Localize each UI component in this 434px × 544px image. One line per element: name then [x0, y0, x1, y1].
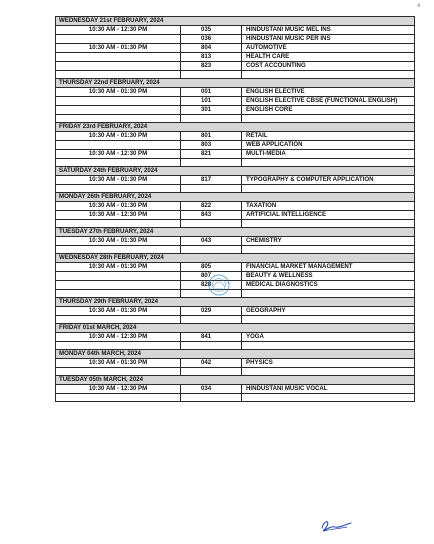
- exam-date: THURSDAY 22nd FEBRUARY, 2024: [56, 79, 415, 88]
- table-row: [56, 97, 415, 106]
- subject-code: 822: [181, 202, 242, 211]
- exam-time: 10:30 AM - 01:30 PM: [56, 202, 181, 211]
- spacer-row: [56, 115, 415, 123]
- exam-time: 10:30 AM - 01:30 PM: [56, 176, 181, 185]
- subject-code: 043: [181, 237, 242, 246]
- empty-cell: [242, 220, 415, 228]
- subject-name: YOGA: [242, 333, 415, 342]
- subject-name: HEALTH CARE: [242, 53, 415, 62]
- spacer-row: [56, 290, 415, 298]
- exam-schedule-table: [55, 16, 415, 402]
- exam-date: MONDAY 04th MARCH, 2024: [56, 350, 415, 359]
- exam-time: 10:30 AM - 01:30 PM: [56, 263, 181, 272]
- date-header-row: [56, 324, 415, 333]
- empty-cell: [56, 115, 181, 123]
- table-row: [56, 176, 415, 185]
- empty-cell: [56, 290, 181, 298]
- subject-code: 807: [181, 272, 242, 281]
- subject-code: 813: [181, 53, 242, 62]
- subject-code: 042: [181, 359, 242, 368]
- subject-name: ARTIFICIAL INTELLIGENCE: [242, 211, 415, 220]
- subject-code: 034: [181, 385, 242, 394]
- empty-cell: [242, 316, 415, 324]
- exam-time: [56, 281, 181, 290]
- exam-time: [56, 106, 181, 115]
- subject-name: COST ACCOUNTING: [242, 62, 415, 71]
- subject-name: TYPOGRAPHY & COMPUTER APPLICATION: [242, 176, 415, 185]
- exam-date: TUESDAY 05th MARCH, 2024: [56, 376, 415, 385]
- table-row: [56, 26, 415, 35]
- table-row: [56, 307, 415, 316]
- empty-cell: [56, 342, 181, 350]
- subject-name: ENGLISH ELECTIVE CBSE (FUNCTIONAL ENGLISH): [242, 97, 415, 106]
- exam-time: 10:30 AM - 01:30 PM: [56, 132, 181, 141]
- subject-name: HINDUSTANI MUSIC VOCAL: [242, 385, 415, 394]
- subject-code: 843: [181, 211, 242, 220]
- exam-date: WEDNESDAY 28th FEBRUARY, 2024: [56, 254, 415, 263]
- subject-name: GEOGRAPHY: [242, 307, 415, 316]
- exam-time: [56, 141, 181, 150]
- subject-code: 805: [181, 263, 242, 272]
- spacer-row: [56, 71, 415, 79]
- exam-time: 10:30 AM - 12:30 PM: [56, 150, 181, 159]
- subject-name: TAXATION: [242, 202, 415, 211]
- empty-cell: [181, 220, 242, 228]
- table-row: [56, 62, 415, 71]
- subject-name: MEDICAL DIAGNOSTICS: [242, 281, 415, 290]
- table-row: [56, 35, 415, 44]
- exam-time: [56, 53, 181, 62]
- date-header-row: [56, 298, 415, 307]
- empty-cell: [242, 290, 415, 298]
- spacer-row: [56, 220, 415, 228]
- exam-date: WEDNESDAY 21st FEBRUARY, 2024: [56, 17, 415, 26]
- exam-time: 10:30 AM - 01:30 PM: [56, 307, 181, 316]
- table-row: [56, 211, 415, 220]
- empty-cell: [56, 220, 181, 228]
- table-row: [56, 263, 415, 272]
- exam-date: THURSDAY 29th FEBRUARY, 2024: [56, 298, 415, 307]
- empty-cell: [181, 246, 242, 254]
- subject-name: BEAUTY & WELLNESS: [242, 272, 415, 281]
- exam-time: 10:30 AM - 01:30 PM: [56, 88, 181, 97]
- subject-code: 823: [181, 62, 242, 71]
- empty-cell: [242, 368, 415, 376]
- subject-code: 828: [181, 281, 242, 290]
- exam-date: SATURDAY 24th FEBRUARY, 2024: [56, 167, 415, 176]
- subject-name: AUTOMOTIVE: [242, 44, 415, 53]
- subject-name: PHYSICS: [242, 359, 415, 368]
- empty-cell: [56, 71, 181, 79]
- subject-name: CHEMISTRY: [242, 237, 415, 246]
- table-row: [56, 237, 415, 246]
- exam-time: 10:30 AM - 01:30 PM: [56, 359, 181, 368]
- empty-cell: [181, 159, 242, 167]
- spacer-row: [56, 316, 415, 324]
- exam-time: [56, 62, 181, 71]
- empty-cell: [56, 316, 181, 324]
- spacer-row: [56, 342, 415, 350]
- empty-cell: [181, 290, 242, 298]
- empty-cell: [181, 394, 242, 402]
- subject-code: 029: [181, 307, 242, 316]
- date-header-row: [56, 123, 415, 132]
- date-header-row: [56, 228, 415, 237]
- empty-cell: [56, 246, 181, 254]
- exam-time: 10:30 AM - 12:30 PM: [56, 26, 181, 35]
- empty-cell: [56, 394, 181, 402]
- empty-cell: [181, 185, 242, 193]
- empty-cell: [242, 185, 415, 193]
- empty-cell: [181, 71, 242, 79]
- subject-code: 801: [181, 132, 242, 141]
- subject-code: 035: [181, 26, 242, 35]
- empty-cell: [56, 159, 181, 167]
- table-row: [56, 359, 415, 368]
- table-row: [56, 141, 415, 150]
- spacer-row: [56, 246, 415, 254]
- table-row: [56, 281, 415, 290]
- date-header-row: [56, 193, 415, 202]
- subject-code: 817: [181, 176, 242, 185]
- empty-cell: [181, 368, 242, 376]
- table-row: [56, 333, 415, 342]
- empty-cell: [242, 394, 415, 402]
- exam-time: [56, 272, 181, 281]
- spacer-row: [56, 185, 415, 193]
- exam-date: FRIDAY 23rd FEBRUARY, 2024: [56, 123, 415, 132]
- empty-cell: [242, 71, 415, 79]
- exam-time: 10:30 AM - 01:30 PM: [56, 44, 181, 53]
- table-row: [56, 385, 415, 394]
- table-row: [56, 106, 415, 115]
- table-row: [56, 53, 415, 62]
- exam-time: 10:30 AM - 01:30 PM: [56, 237, 181, 246]
- subject-code: 803: [181, 141, 242, 150]
- date-header-row: [56, 350, 415, 359]
- empty-cell: [242, 246, 415, 254]
- date-header-row: [56, 17, 415, 26]
- subject-code: 101: [181, 97, 242, 106]
- subject-name: HINDUSTANI MUSIC PER INS: [242, 35, 415, 44]
- subject-name: ENGLISH CORE: [242, 106, 415, 115]
- spacer-row: [56, 368, 415, 376]
- exam-time: [56, 97, 181, 106]
- subject-name: HINDUSTANI MUSIC MEL INS: [242, 26, 415, 35]
- empty-cell: [242, 115, 415, 123]
- empty-cell: [56, 185, 181, 193]
- empty-cell: [242, 159, 415, 167]
- subject-code: 841: [181, 333, 242, 342]
- subject-code: 301: [181, 106, 242, 115]
- subject-name: WEB APPLICATION: [242, 141, 415, 150]
- empty-cell: [242, 342, 415, 350]
- subject-code: 036: [181, 35, 242, 44]
- page-number: 8: [417, 4, 420, 9]
- exam-time: [56, 35, 181, 44]
- empty-cell: [181, 342, 242, 350]
- subject-name: MULTI-MEDIA: [242, 150, 415, 159]
- subject-code: 001: [181, 88, 242, 97]
- exam-time: 10:30 AM - 12:30 PM: [56, 211, 181, 220]
- table-row: [56, 202, 415, 211]
- date-header-row: [56, 79, 415, 88]
- subject-code: 804: [181, 44, 242, 53]
- spacer-row: [56, 159, 415, 167]
- table-row: [56, 272, 415, 281]
- empty-cell: [56, 368, 181, 376]
- handwritten-signature-icon: [318, 517, 354, 535]
- empty-cell: [181, 115, 242, 123]
- subject-name: FINANCIAL MARKET MANAGEMENT: [242, 263, 415, 272]
- date-header-row: [56, 167, 415, 176]
- table-row: [56, 150, 415, 159]
- spacer-row: [56, 394, 415, 402]
- subject-name: RETAIL: [242, 132, 415, 141]
- empty-cell: [181, 316, 242, 324]
- subject-code: 821: [181, 150, 242, 159]
- exam-date: TUESDAY 27th FEBRUARY, 2024: [56, 228, 415, 237]
- exam-time: 10:30 AM - 12:30 PM: [56, 385, 181, 394]
- subject-name: ENGLISH ELECTIVE: [242, 88, 415, 97]
- table-row: [56, 44, 415, 53]
- table-row: [56, 88, 415, 97]
- exam-date: FRIDAY 01st MARCH, 2024: [56, 324, 415, 333]
- exam-date: MONDAY 26th FEBRUARY, 2024: [56, 193, 415, 202]
- exam-time: 10:30 AM - 12:30 PM: [56, 333, 181, 342]
- table-row: [56, 132, 415, 141]
- date-header-row: [56, 254, 415, 263]
- date-header-row: [56, 376, 415, 385]
